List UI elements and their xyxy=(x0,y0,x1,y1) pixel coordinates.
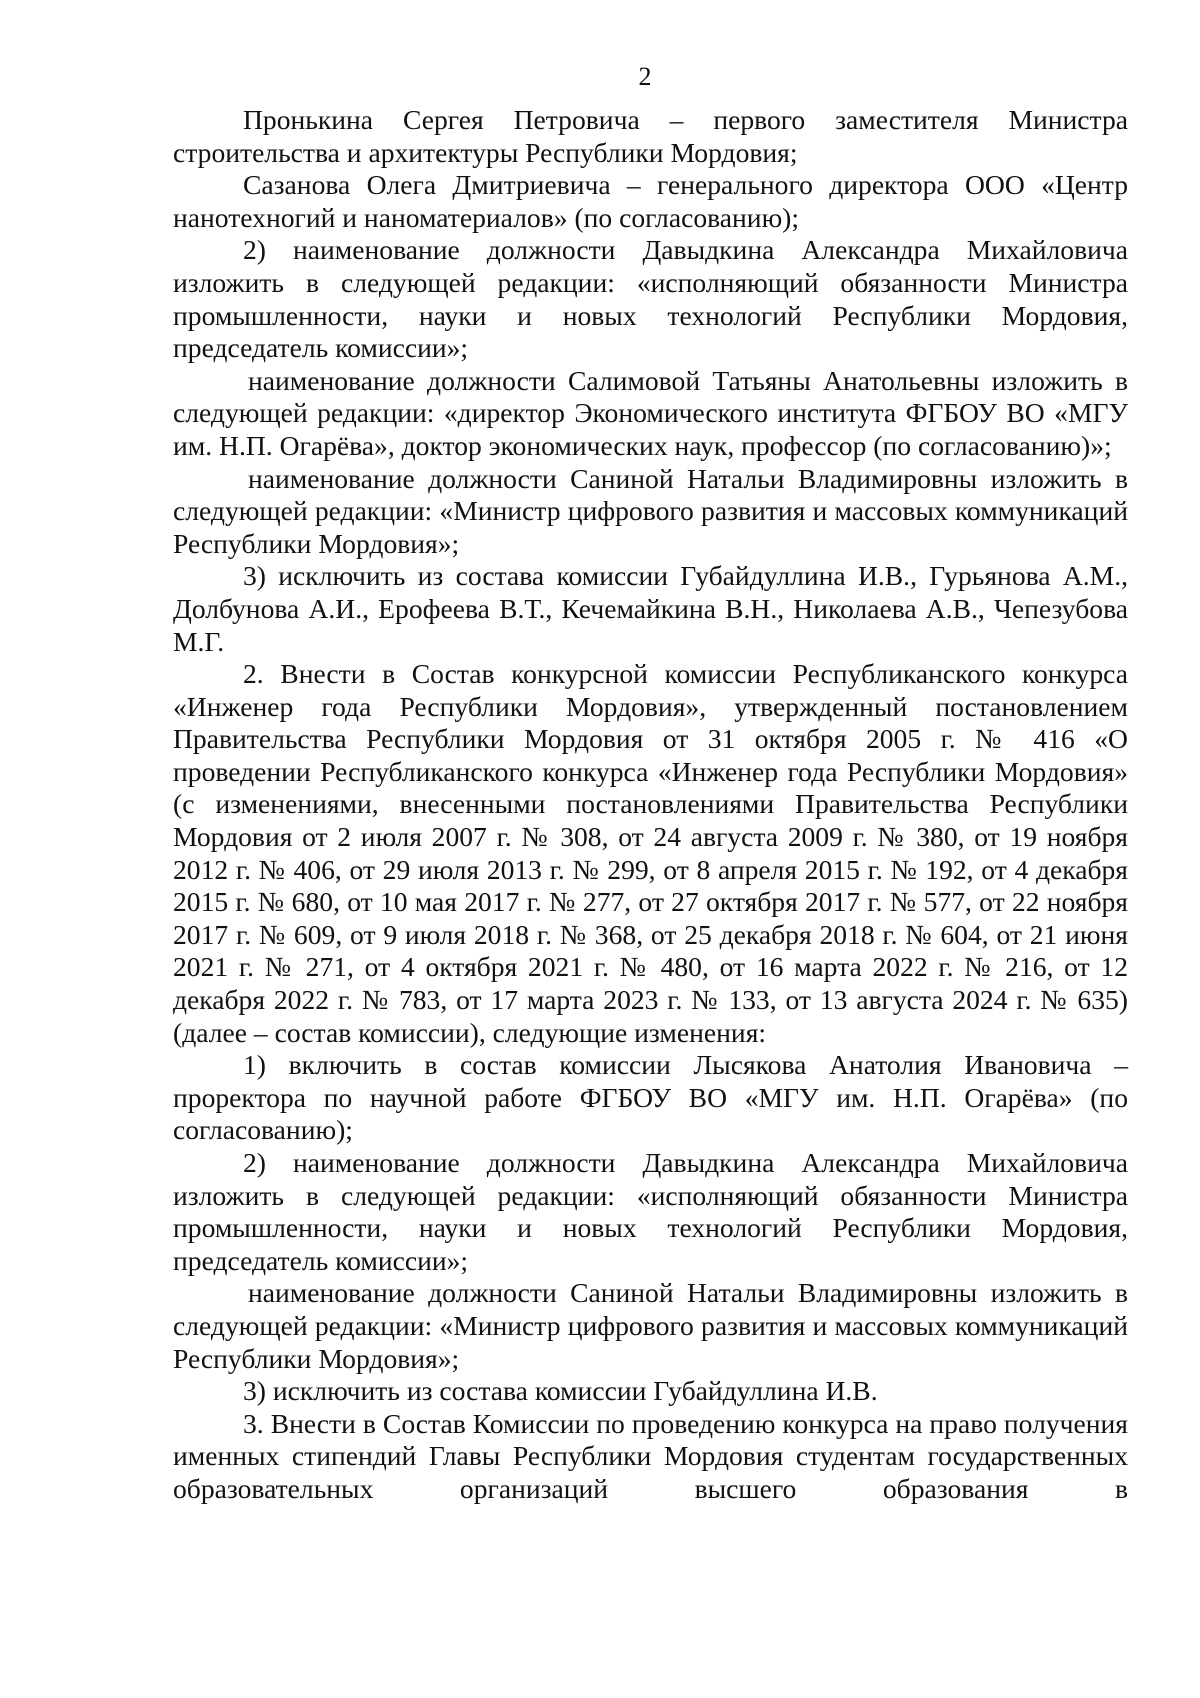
page-number: 2 xyxy=(638,62,652,91)
paragraph-engineer-commission: 2. Внести в Состав конкурсной комиссии Республиканского конкурса «Инженер года Республики Мордовия», утвержденный постановлением Правительства Республики Мордовия от 31 октября 2005 г. № 416 «О проведении Республиканского конкурса «Инженер года Республики Мордовия» (с изменениями, внесенными постановлениями Правительства Республики Мордовия от 2 июля 2007 г. № 308, от 24 августа 2009 г. № 380, от 19 ноября 2012 г. № 406, от 29 июля 2013 г. № 299, от 8 апреля 2015 г. № 192, от 4 декабря 2015 г. № 680, от 10 мая 2017 г. № 277, от 27 октября 2017 г. № 577, от 22 ноября 2017 г. № 609, от 9 июля 2018 г. № 368, от 25 декабря 2018 г. № 604, от 21 июня 2021 г. № 271, от 4 октября 2021 г. № 480, от 16 марта 2022 г. № 216, от 12 декабря 2022 г. № 783, от 17 марта 2023 г. № 133, от 13 августа 2024 г. № 635) (далее – состав комиссии), следующие изменения: xyxy=(173,658,1128,1048)
paragraph-davydkin-title-2: 2) наименование должности Давыдкина Александра Михайловича изложить в следующей редакции: «исполняющий обязанности Министра промышленности, науки и новых технологий Республики Мордовия, председатель комиссии»; xyxy=(173,1147,1128,1276)
paragraph-salimova-title: наименование должности Салимовой Татьяны Анатольевны изложить в следующей редакции: «директор Экономического института ФГБОУ ВО «МГУ им. Н.П. Огарёва», доктор экономических наук, профессор (по согласованию)»; xyxy=(173,364,1128,461)
paragraph-exclude-members: 3) исключить из состава комиссии Губайдуллина И.В., Гурьянова А.М., Долбунова А.И., Ерофеева В.Т., Кечемайкина В.Н., Николаева А.В., Чепезубова М.Г. xyxy=(173,560,1128,657)
paragraph-sanina-title: наименование должности Саниной Натальи Владимировны изложить в следующей редакции: «Министр цифрового развития и массовых коммуникаций Республики Мордовия»; xyxy=(173,462,1128,559)
paragraph-exclude-gubaydullin: 3) исключить из состава комиссии Губайдуллина И.В. xyxy=(243,1375,878,1407)
paragraph-include-lysyakov: 1) включить в состав комиссии Лысякова Анатолия Ивановича – проректора по научной работе ФГБОУ ВО «МГУ им. Н.П. Огарёва» (по согласованию); xyxy=(173,1049,1128,1146)
paragraph-scholarship-commission: 3. Внести в Состав Комиссии по проведению конкурса на право получения именных стипендий Главы Республики Мордовия студентам государственных образовательных организаций высшего образования в xyxy=(173,1407,1128,1504)
paragraph-sanina-title-2: наименование должности Саниной Натальи Владимировны изложить в следующей редакции: «Министр цифрового развития и массовых коммуникаций Республики Мордовия»; xyxy=(173,1277,1128,1374)
paragraph-davydkin-title: 2) наименование должности Давыдкина Александра Михайловича изложить в следующей редакции: «исполняющий обязанности Министра промышленности, науки и новых технологий Республики Мордовия, председатель комиссии»; xyxy=(173,234,1128,364)
paragraph-sazanov: Сазанова Олега Дмитриевича – генерального директора ООО «Центр нанотехногий и наноматериалов» (по согласованию); xyxy=(173,169,1128,233)
paragraph-pronkin: Пронькина Сергея Петровича – первого заместителя Министра строительства и архитектуры Республики Мордовия; xyxy=(173,104,1128,168)
document-body xyxy=(173,104,1128,1506)
